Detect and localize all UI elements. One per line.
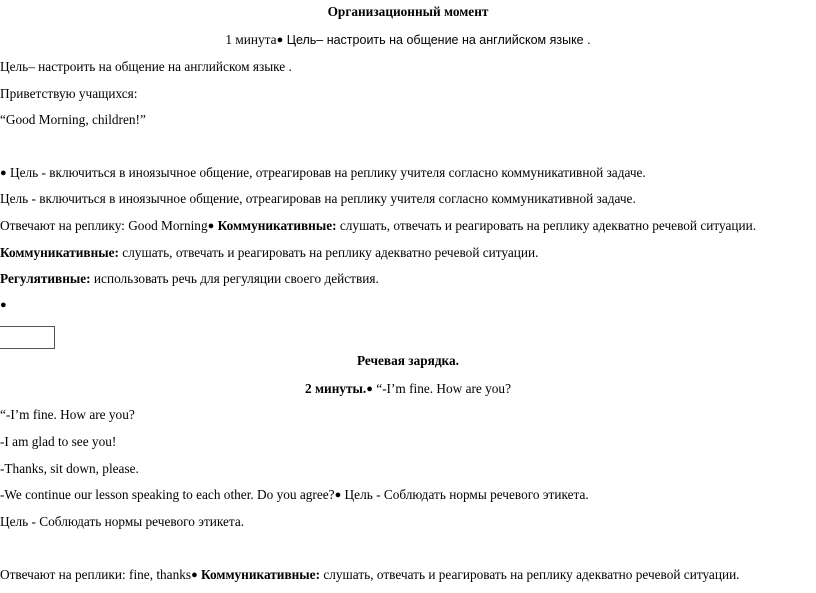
greeting-intro: Приветствую учащихся: <box>0 86 138 101</box>
etiquette-goal-line: Цель - Соблюдать нормы речевого этикета. <box>0 514 245 529</box>
line-minute-goal: 1 минута● Цель– настроить на общение на английском языке . <box>225 32 591 47</box>
communicative-line: Коммуникативные: слушать, отвечать и реагировать на реплику адекватно речевой ситуации. <box>0 245 539 260</box>
dialogue-line-2: -I am glad to see you! <box>0 434 117 449</box>
bullet-icon: ● <box>191 569 198 581</box>
bullet-icon: ● <box>276 34 284 46</box>
bullet-goal-line: ● Цель - включиться в иноязычное общение, отреагировав на реплику учителя согласно коммуникативной задаче. <box>0 165 646 180</box>
bullet-icon: ● <box>366 383 373 395</box>
document-title: Организационный момент <box>327 4 489 19</box>
bullet-icon: ● <box>0 299 7 311</box>
dialogue-line-4: -We continue our lesson speaking to each other. Do you agree?● Цель - Соблюдать нормы речевого этикета. <box>0 487 589 502</box>
minutes-line: 2 минуты.● “-I’m fine. How are you? <box>305 381 511 396</box>
dialogue-line-1: “-I’m fine. How are you? <box>0 407 135 422</box>
goal-line: Цель– настроить на общение на английском языке . <box>0 59 292 74</box>
bullet-icon: ● <box>334 489 342 501</box>
response-line: Отвечают на реплику: Good Morning● Коммуникативные: слушать, отвечать и реагировать на реплику адекватно речевой ситуации. <box>0 218 757 233</box>
regulatory-line: Регулятивные: использовать речь для регуляции своего действия. <box>0 271 379 286</box>
greeting-quote: “Good Morning, children!” <box>0 112 146 127</box>
response-line-2: Отвечают на реплики: fine, thanks● Коммуникативные: слушать, отвечать и реагировать на реплику адекватно речевой ситуации. <box>0 567 740 582</box>
dialogue-line-3: -Thanks, sit down, please. <box>0 461 139 476</box>
section-heading: Речевая зарядка. <box>356 353 459 368</box>
bullet-icon: ● <box>207 220 215 232</box>
empty-box <box>0 326 55 349</box>
goal-line-2: Цель - включиться в иноязычное общение, отреагировав на реплику учителя согласно коммуникативной задаче. <box>0 191 636 206</box>
bullet-icon: ● <box>0 167 7 179</box>
bullet-line <box>0 297 7 313</box>
